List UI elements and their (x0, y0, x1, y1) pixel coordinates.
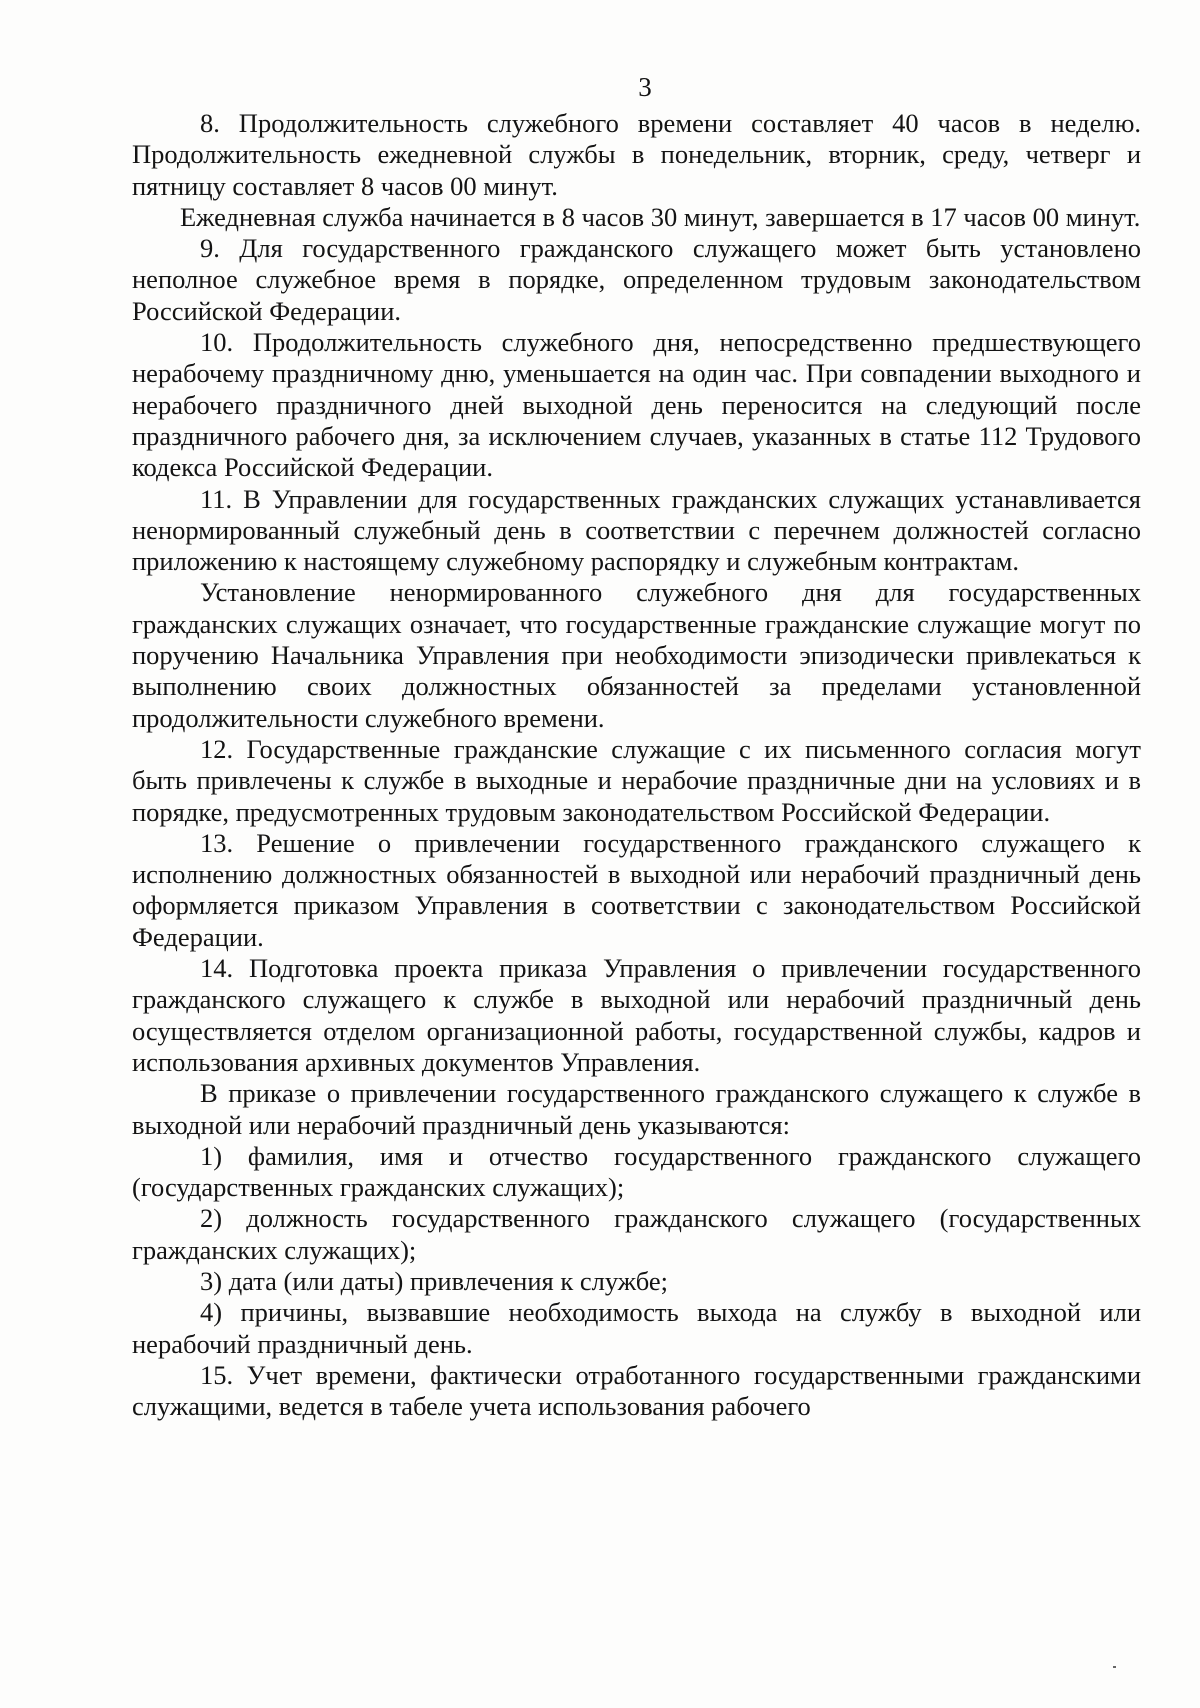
paragraph-11: 11. В Управлении для государственных гражданских служащих устанавливается ненормированный служебный день в соответствии с перечнем должностей согласно приложению к настоящему служебному распорядку и служебным контрактам. (132, 483, 1141, 577)
list-item-1: 1) фамилия, имя и отчество государственного гражданского служащего (государственных гражданских служащих); (132, 1140, 1141, 1203)
paragraph-8: 8. Продолжительность служебного времени составляет 40 часов в неделю. Продолжительность ежедневной службы в понедельник, вторник, среду, четверг и пятницу составляет 8 часов 00 минут. (132, 108, 1141, 201)
paragraph-14: 14. Подготовка проекта приказа Управления о привлечении государственного гражданского служащего к службе в выходной или нерабочий праздничный день осуществляется отделом организационной работы, государственной службы, кадров и использования архивных документов Управления. (132, 953, 1141, 1077)
paragraph-12: 12. Государственные гражданские служащие с их письменного согласия могут быть привлечены к службе в выходные и нерабочие праздничные дни на условиях и в порядке, предусмотренных трудовым законодательством Российской Федерации. (132, 733, 1141, 827)
scan-speck (1113, 1666, 1116, 1668)
paragraph-9: 9. Для государственного гражданского служащего может быть установлено неполное служебное время в порядке, определенном трудовым законодательством Российской Федерации. (132, 233, 1141, 326)
paragraph-15: 15. Учет времени, фактически отработанного государственными гражданскими служащими, ведется в табеле учета использования рабочего (132, 1359, 1141, 1422)
list-item-3: 3) дата (или даты) привлечения к службе; (200, 1265, 668, 1296)
paragraph-14-order-contents: В приказе о привлечении государственного гражданского служащего к службе в выходной или нерабочий праздничный день указываются: (132, 1078, 1141, 1140)
paragraph-11-explanation: Установление ненормированного служебного дня для государственных гражданских служащих означает, что государственные гражданские служащие могут по поручению Начальника Управления при необходимости эпизодически привлекаться к выполнению своих должностных обязанностей за пределами установленной продолжительности служебного времени. (132, 577, 1141, 733)
paragraph-13: 13. Решение о привлечении государственного гражданского служащего к исполнению должностных обязанностей в выходной или нерабочий праздничный день оформляется приказом Управления в соответствии с законодательством Российской Федерации. (132, 827, 1141, 952)
paragraph-8-schedule: Ежедневная служба начинается в 8 часов 30 минут, завершается в 17 часов 00 минут. (180, 201, 1141, 232)
list-item-4: 4) причины, вызвавшие необходимость выхода на службу в выходной или нерабочий праздничный день. (132, 1297, 1141, 1359)
page-number: 3 (638, 72, 652, 102)
list-item-2: 2) должность государственного гражданского служащего (государственных гражданских служащих); (132, 1203, 1141, 1265)
document-body (132, 108, 1141, 1422)
paragraph-10: 10. Продолжительность служебного дня, непосредственно предшествующего нерабочему праздничному дню, уменьшается на один час. При совпадении выходного и нерабочего праздничного дней выходной день переносится на следующий после праздничного рабочего дня, за исключением случаев, указанных в статье 112 Трудового кодекса Российской Федерации. (132, 327, 1141, 483)
